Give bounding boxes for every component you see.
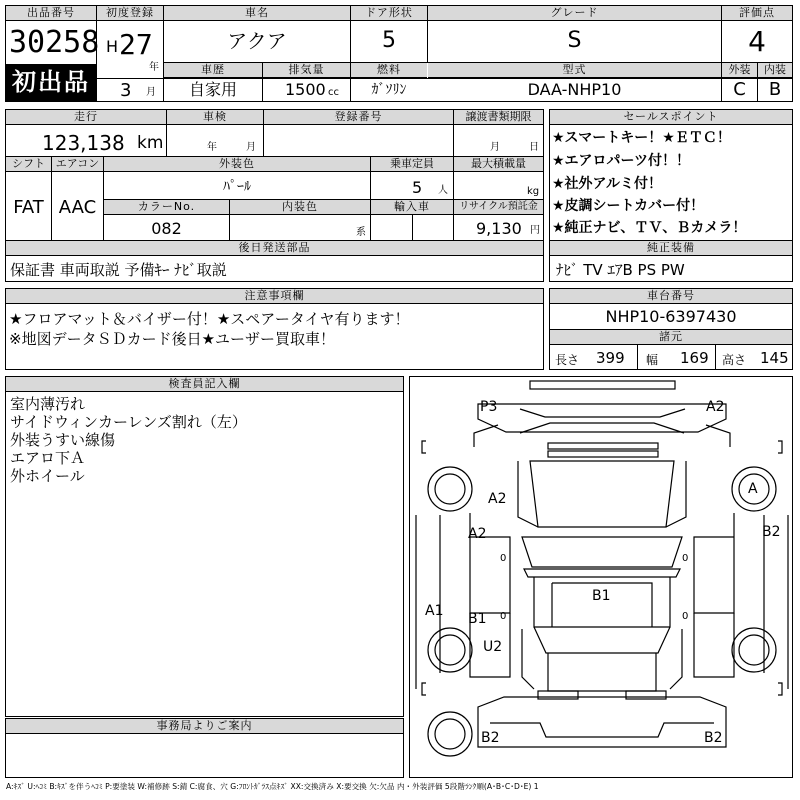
mark-a1: A1 (425, 603, 444, 619)
inspector-line-3: 外装うすい線傷 (10, 431, 116, 449)
capacity-value: 5 (412, 178, 423, 197)
ext-color-value: ﾊﾟｰﾙ (223, 179, 251, 195)
mark-b1-roof: B1 (592, 588, 611, 604)
aircon-value: AAC (58, 197, 97, 218)
capacity-unit: 人 (438, 185, 448, 196)
specs-label: 諸元 (550, 330, 792, 345)
ext-color-label: 外装色 (104, 157, 370, 172)
sales-point-3: ★社外アルミ付！ (552, 176, 662, 192)
model-value: DAA-NHP10 (527, 80, 622, 99)
recycle-value: 9,130 (476, 219, 522, 238)
mark-a2-rear-right: A2 (706, 399, 725, 415)
first-reg-label: 初度登録 (97, 6, 163, 21)
mark-a-wheel: A (748, 481, 758, 497)
width-label: 幅 (646, 353, 659, 367)
mark-zero-3: 0 (500, 611, 507, 622)
sales-point-2: ★エアロパーツ付！！ (552, 153, 690, 169)
mark-u2: U2 (483, 639, 503, 655)
length-label: 長さ (555, 353, 580, 367)
legend: A:ｷｽﾞ U:ﾍｺﾐ B:ｷｽﾞを伴うﾍｺﾐ P:要塗装 W:補修跡 S:錆 C:腐食、穴 G:ﾌﾛﾝﾄｶﾞﾗｽ点ｷｽﾞ XX:交換済み X:要交換 欠:欠品 内・外装評価 5段階ﾗﾝｸ順(A･B･C･D･E) 1 (6, 782, 539, 791)
first-reg-month: 3 (120, 80, 132, 101)
score-value: 4 (748, 25, 766, 58)
lot-label: 出品番号 (6, 6, 96, 21)
mark-zero-2: 0 (682, 553, 689, 564)
height-label: 高さ (722, 353, 747, 367)
color-no-label: カラーNo. (104, 200, 229, 215)
interior-label: 内装 (758, 63, 792, 78)
height-value: 145 (760, 349, 789, 367)
grade-value: S (567, 28, 582, 53)
sales-point-1: ★スマートキー！★ＥＴＣ！ (552, 130, 731, 146)
transfer-doc-label: 譲渡書類期限 (454, 110, 543, 125)
mark-zero-1: 0 (500, 553, 507, 564)
int-color-unit: 系 (356, 227, 366, 238)
score-label: 評価点 (722, 6, 792, 21)
mark-b2-front-right: B2 (704, 730, 723, 746)
recycle-label: リサイクル預託金 (454, 200, 543, 215)
length-value: 399 (596, 349, 625, 367)
shift-label: シフト (6, 157, 51, 172)
chassis-value: NHP10-6397430 (605, 307, 737, 326)
car-name-value: アクア (227, 29, 287, 53)
notes-line-2: ※地図データＳＤカード後日★ユーザー買取車！ (9, 330, 336, 348)
sales-point-4: ★皮調シートカバー付！ (552, 198, 705, 214)
capacity-label: 乗車定員 (371, 157, 453, 172)
max-load-unit: kg (527, 186, 540, 197)
width-value: 169 (680, 349, 709, 367)
inspection-month-unit: 月 (246, 142, 256, 153)
mileage-label: 走行 (6, 110, 166, 125)
exterior-label: 外装 (722, 63, 757, 78)
sales-point-5: ★純正ナビ、ＴＶ、Ｂカメラ！ (552, 220, 747, 236)
aircon-label: エアコン (52, 157, 103, 172)
inspection-year-unit: 年 (207, 142, 217, 153)
inspector-label: 検査員記入欄 (6, 377, 403, 392)
inspector-line-1: 室内薄汚れ (10, 395, 86, 413)
mileage-unit: km (137, 133, 164, 153)
mark-p3: P3 (480, 399, 498, 415)
fuel-label: 燃料 (351, 63, 427, 78)
mark-a2-door: A2 (468, 526, 487, 542)
mark-b1-door: B1 (468, 611, 487, 627)
transfer-month-unit: 月 (490, 142, 500, 153)
history-label: 車歴 (164, 63, 262, 78)
max-load-label: 最大積載量 (454, 157, 543, 172)
displacement-unit: cc (328, 87, 339, 98)
inspector-line-5: 外ホイール (10, 467, 85, 485)
oem-equip-label: 純正装備 (550, 241, 792, 256)
grade-label: グレード (428, 6, 721, 21)
doors-label: ドア形状 (351, 6, 427, 21)
lot-number: 30258 (9, 25, 100, 60)
displacement-value: 1500 (285, 80, 326, 99)
car-name-label: 車名 (164, 6, 350, 21)
chassis-label: 車台番号 (550, 289, 792, 304)
later-parts-value: 保証書 車両取説 予備ｷｰ ﾅﾋﾞ取説 (10, 261, 227, 279)
fuel-value: ｶﾞｿﾘﾝ (371, 82, 407, 98)
notes-line-1: ★フロアマット＆バイザー付！★スペアータイヤ有ります！ (9, 310, 410, 328)
first-reg-year-unit: 年 (149, 62, 159, 73)
damage-diagram (409, 376, 793, 778)
mark-zero-4: 0 (682, 611, 689, 622)
interior-score: B (768, 79, 782, 100)
recycle-unit: 円 (530, 225, 540, 236)
model-label: 型式 (428, 63, 721, 78)
history-value: 自家用 (188, 80, 237, 99)
shift-value: FAT (13, 197, 44, 218)
displacement-label: 排気量 (263, 63, 350, 78)
inspector-line-2: サイドウィンカーレンズ割れ（左） (10, 413, 247, 431)
later-parts-label: 後日発送部品 (6, 241, 543, 256)
first-reg-era: H (106, 37, 119, 56)
exterior-score: C (733, 79, 746, 100)
transfer-day-unit: 日 (529, 142, 539, 153)
int-color-label: 内装色 (230, 200, 370, 215)
mark-b2-front-left: B2 (481, 730, 500, 746)
import-label: 輸入車 (371, 200, 453, 215)
sales-points-label: セールスポイント (550, 110, 792, 125)
oem-equip-value: ﾅﾋﾞ TV ｴｱB PS PW (556, 261, 685, 279)
doors-value: 5 (382, 28, 396, 53)
mark-a2-side: A2 (488, 491, 507, 507)
inspection-label: 車検 (167, 110, 263, 125)
first-reg-year: 27 (119, 28, 153, 61)
office-label: 事務局よりご案内 (6, 719, 403, 734)
reg-number-label: 登録番号 (264, 110, 453, 125)
mileage-value: 123,138 (42, 131, 125, 155)
inspector-line-4: エアロ下Ａ (10, 449, 86, 467)
first-listing-badge: 初出品 (6, 64, 96, 101)
first-reg-month-unit: 月 (146, 87, 156, 98)
color-no-value: 082 (151, 219, 182, 238)
mark-b2-right: B2 (762, 524, 781, 540)
notes-label: 注意事項欄 (6, 289, 543, 304)
